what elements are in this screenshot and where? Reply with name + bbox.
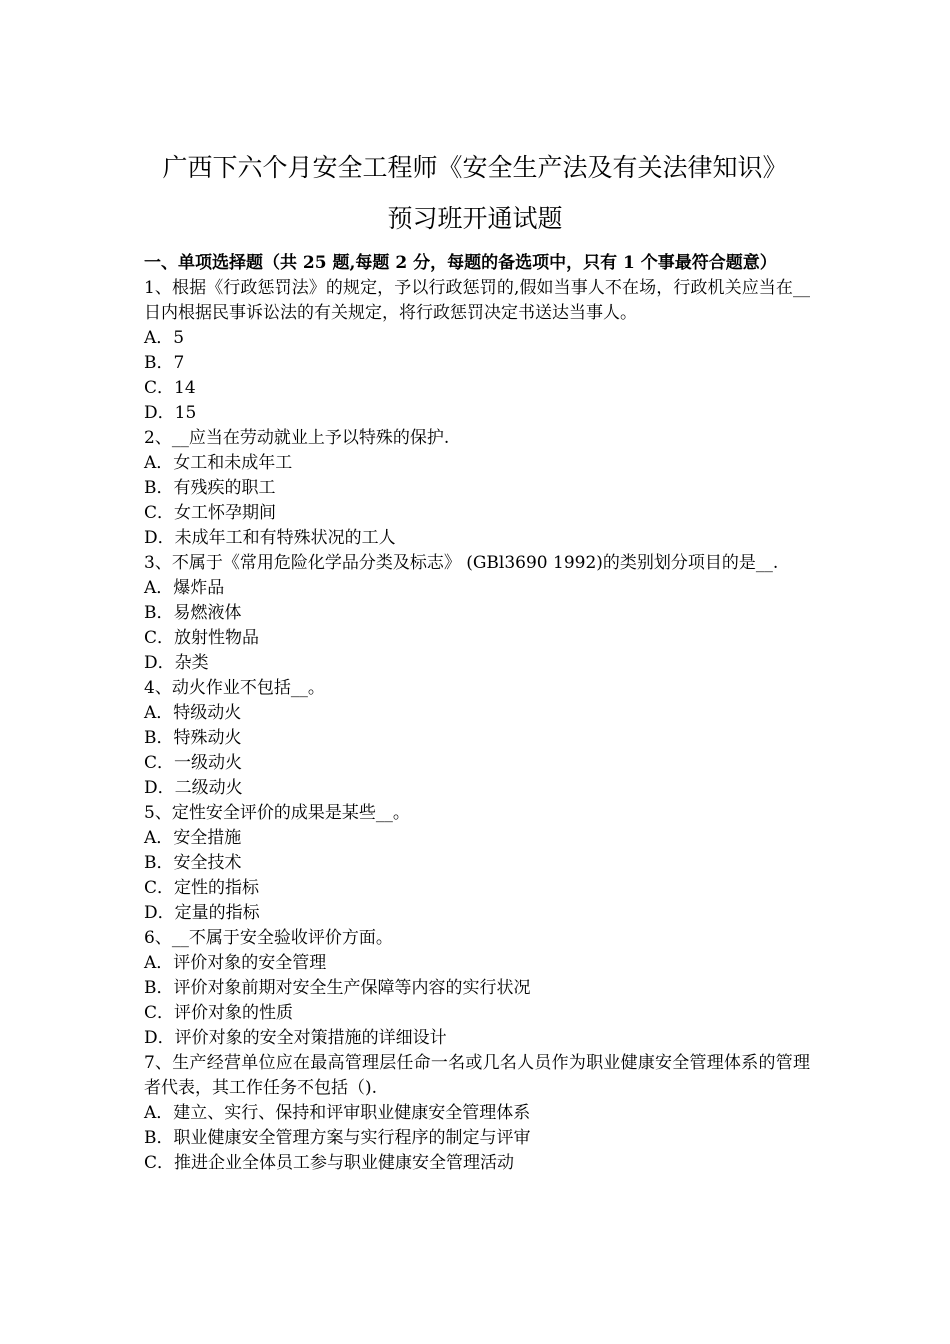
option-b: B．职业健康安全管理方案与实行程序的制定与评审 — [144, 1128, 531, 1148]
question-5 — [144, 801, 810, 926]
question-6 — [144, 926, 810, 1051]
option-b: B．7 — [144, 353, 185, 373]
question-text: 5、定性安全评价的成果是某些__。 — [144, 803, 410, 823]
option-b: B．有残疾的职工 — [144, 478, 276, 498]
option-b: B．安全技术 — [144, 853, 242, 873]
option-a: A．评价对象的安全管理 — [144, 953, 327, 973]
option-b: B．易燃液体 — [144, 603, 242, 623]
option-c: C．14 — [144, 378, 196, 398]
option-d: D．杂类 — [144, 653, 209, 673]
question-text: 3、不属于《常用危险化学品分类及标志》 (GBl3690 1992)的类别划分项目的是__. — [144, 553, 779, 573]
document-body — [144, 251, 810, 1176]
question-text: 4、动火作业不包括__。 — [144, 678, 325, 698]
option-b: B．评价对象前期对安全生产保障等内容的实行状况 — [144, 978, 531, 998]
option-a: A．特级动火 — [144, 703, 242, 723]
option-a: A．5 — [144, 328, 185, 348]
option-d: D．15 — [144, 403, 197, 423]
option-a: A．女工和未成年工 — [144, 453, 293, 473]
option-c: C．定性的指标 — [144, 878, 260, 898]
option-c: C．推进企业全体员工参与职业健康安全管理活动 — [144, 1153, 515, 1173]
document-title-line1: 广西下六个月安全工程师《安全生产法及有关法律知识》 — [162, 153, 788, 182]
question-text: 7、生产经营单位应在最高管理层任命一名或几名人员作为职业健康安全管理体系的管理者代表，其工作任务不包括（). — [144, 1053, 810, 1098]
option-d: D．二级动火 — [144, 778, 243, 798]
document-title-line2: 预习班开通试题 — [387, 204, 563, 233]
question-text: 2、__应当在劳动就业上予以特殊的保护. — [144, 428, 450, 448]
section-heading: 一、单项选择题（共 25 题,每题 2 分，每题的备选项中，只有 1 个事最符合题意） — [144, 253, 777, 273]
option-a: A．安全措施 — [144, 828, 242, 848]
option-d: D．评价对象的安全对策措施的详细设计 — [144, 1028, 447, 1048]
option-a: A．建立、实行、保持和评审职业健康安全管理体系 — [144, 1103, 531, 1123]
option-b: B．特殊动火 — [144, 728, 242, 748]
question-3 — [144, 551, 810, 676]
question-text: 6、__不属于安全验收评价方面。 — [144, 928, 393, 948]
question-7 — [144, 1051, 810, 1176]
option-c: C．放射性物品 — [144, 628, 260, 648]
option-d: D．定量的指标 — [144, 903, 260, 923]
option-c: C．评价对象的性质 — [144, 1003, 294, 1023]
question-2 — [144, 426, 810, 551]
question-text: 1、根据《行政惩罚法》的规定，予以行政惩罚的,假如当事人不在场，行政机关应当在__日内根据民事诉讼法的有关规定，将行政惩罚决定书送达当事人。 — [144, 278, 810, 323]
option-d: D．未成年工和有特殊状况的工人 — [144, 528, 396, 548]
option-c: C．女工怀孕期间 — [144, 503, 277, 523]
question-4 — [144, 676, 810, 801]
option-a: A．爆炸品 — [144, 578, 225, 598]
option-c: C．一级动火 — [144, 753, 243, 773]
question-1 — [144, 276, 810, 426]
